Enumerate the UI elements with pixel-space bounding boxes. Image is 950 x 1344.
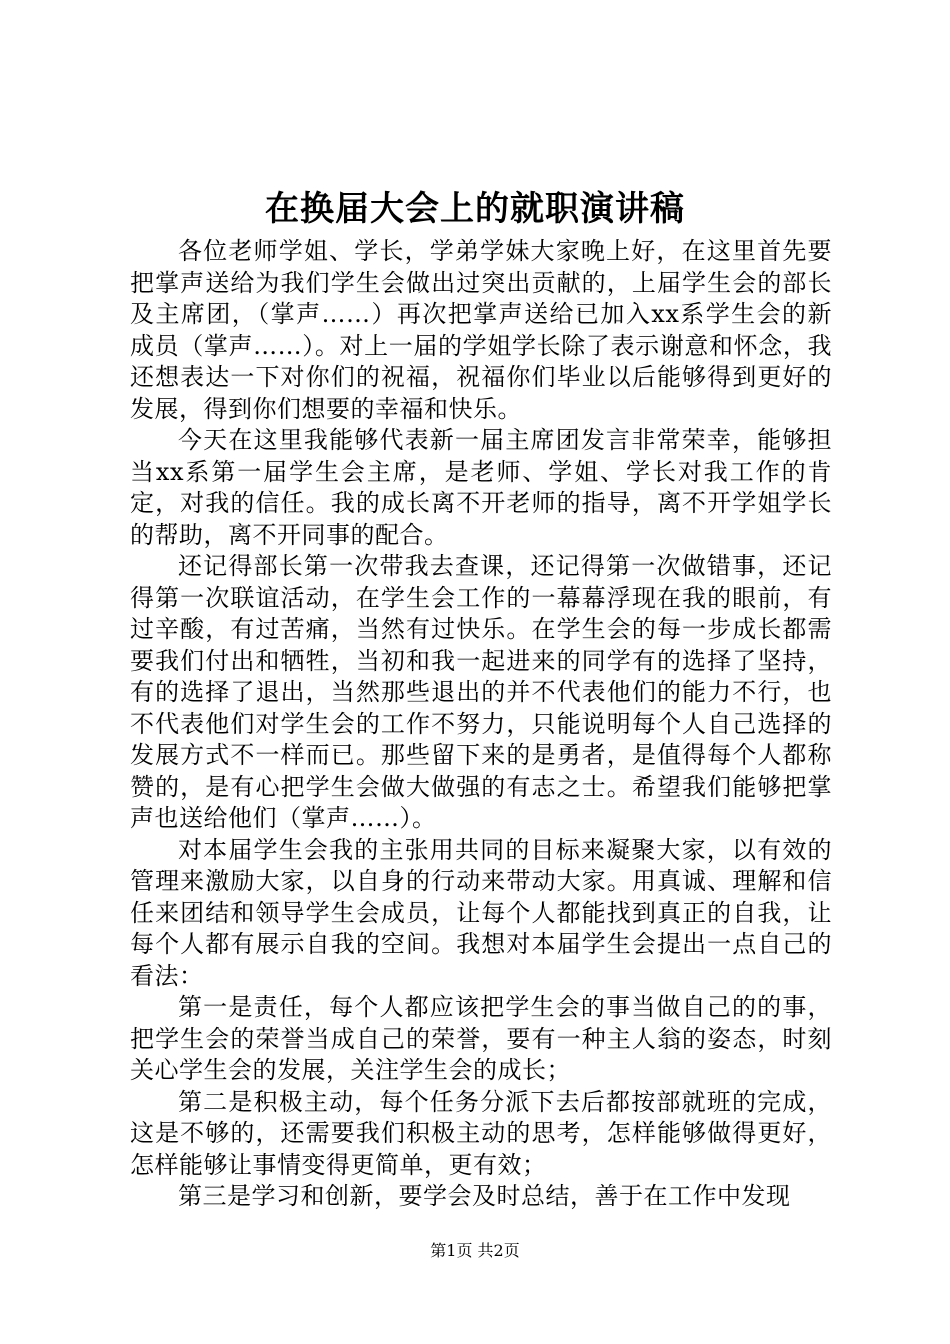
paragraph-point-learning: 第三是学习和创新，要学会及时总结，善于在工作中发现 — [178, 1182, 791, 1210]
paragraph-point-responsibility: 第一是责任，每个人都应该把学生会的事当做自己的的事，把学生会的荣誉当成自己的荣誉，要有一种主人翁的姿态，时刻关心学生会的发展，关注学生会的成长； — [130, 993, 832, 1084]
paragraph-honor: 今天在这里我能够代表新一届主席团发言非常荣幸，能够担当xx系第一届学生会主席，是老师、学姐、学长对我工作的肯定，对我的信任。我的成长离不开老师的指导，离不开学姐学长的帮助，离不开同事的配合。 — [130, 426, 832, 549]
document-title: 在换届大会上的就职演讲稿 — [265, 189, 685, 229]
paragraph-greeting: 各位老师学姐、学长，学弟学妹大家晚上好，在这里首先要把掌声送给为我们学生会做出过突出贡献的，上届学生会的部长及主席团，（掌声……）再次把掌声送给已加入xx系学生会的新成员（掌声……）。对上一届的学姐学长除了表示谢意和怀念，我还想表达一下对你们的祝福，祝福你们毕业以后能够得到更好的发展，得到你们想要的幸福和快乐。 — [130, 237, 832, 423]
paragraph-point-initiative: 第二是积极主动，每个任务分派下去后都按部就班的完成，这是不够的，还需要我们积极主动的思考，怎样能够做得更好，怎样能够让事情变得更简单，更有效； — [130, 1087, 832, 1179]
document-body — [130, 236, 832, 1213]
paragraph-memories: 还记得部长第一次带我去查课，还记得第一次做错事，还记得第一次联谊活动，在学生会工作的一幕幕浮现在我的眼前，有过辛酸，有过苦痛，当然有过快乐。在学生会的每一步成长都需要我们付出和牺牲，当初和我一起进来的同学有的选择了坚持，有的选择了退出，当然那些退出的并不代表他们的能力不行，也不代表他们对学生会的工作不努力，只能说明每个人自己选择的发展方式不一样而已。那些留下来的是勇者，是值得每个人都称赞的，是有心把学生会做大做强的有志之士。希望我们能够把掌声也送给他们（掌声……）。 — [130, 552, 832, 832]
page-number-footer: 第1页 共2页 — [430, 1241, 520, 1260]
paragraph-vision: 对本届学生会我的主张用共同的目标来凝聚大家，以有效的管理来激励大家，以自身的行动来带动大家。用真诚、理解和信任来团结和领导学生会成员，让每个人都能找到真正的自我，让每个人都有展示自我的空间。我想对本届学生会提出一点自己的看法： — [130, 835, 832, 990]
